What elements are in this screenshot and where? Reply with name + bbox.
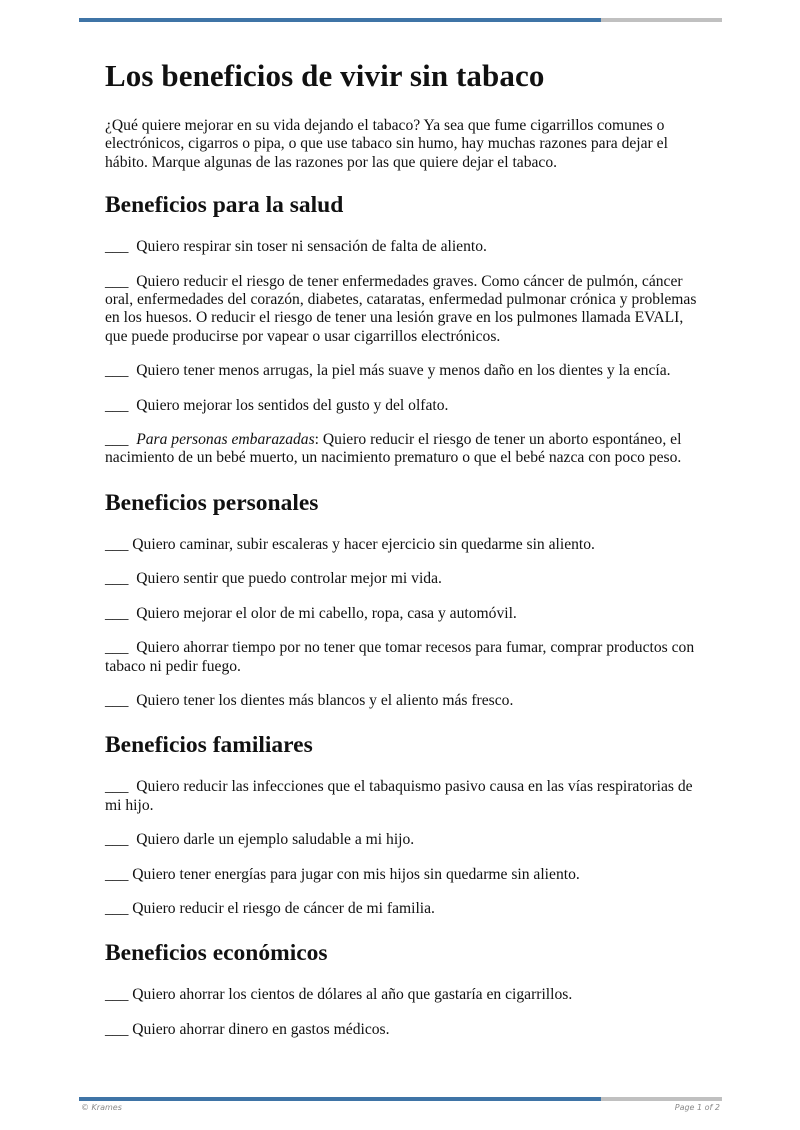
item-emphasis: Para personas embarazadas [136,431,315,449]
checkbox-blank[interactable]: ___ [105,831,129,849]
checkbox-blank[interactable]: ___ [105,535,129,553]
item-text: Quiero ahorrar tiempo por no tener que tomar recesos para fumar, comprar productos con tabaco ni pedir fuego. [105,639,695,675]
checklist-item [105,900,705,918]
checklist-item [105,692,705,710]
checklist-item [105,986,705,1004]
item-text: Quiero caminar, subir escaleras y hacer ejercicio sin quedarme sin aliento. [132,535,595,553]
checkbox-blank[interactable]: ___ [105,865,129,883]
page-number: Page 1 of 2 [674,1103,720,1112]
footer-rule-track [601,1097,722,1101]
footer-rule-accent [79,1097,601,1101]
checklist-item [105,570,705,588]
item-text: Quiero tener los dientes más blancos y el aliento más fresco. [136,691,514,709]
checkbox-blank[interactable]: ___ [105,431,129,449]
item-text: Quiero respirar sin toser ni sensación de falta de aliento. [136,238,487,256]
item-text: Quiero sentir que puedo controlar mejor mi vida. [136,570,442,588]
checklist-item [105,536,705,554]
checklist-item [105,1021,705,1039]
section-heading: Beneficios familiares [105,732,313,759]
checkbox-blank[interactable]: ___ [105,986,129,1004]
item-text: : Quiero reducir el riesgo de tener un aborto espontáneo, el nacimiento de un bebé muerto, un nacimiento prematuro o que el bebé nazca con poco peso. [105,431,682,467]
checklist-item [105,866,705,884]
checklist-item [105,362,705,380]
checkbox-blank[interactable]: ___ [105,238,129,256]
item-text: Quiero reducir el riesgo de tener enfermedades graves. Como cáncer de pulmón, cáncer oral, enfermedades del corazón, diabetes, cataratas, enfermedad pulmonar crónica y problemas en los huesos. O reducir el riesgo de tener una lesión grave en los pulmones llamada EVALI, que puede producirse por vapear o usar cigarrillos electrónicos. [105,272,697,345]
section-heading: Beneficios para la salud [105,192,344,219]
checklist-item [105,431,705,468]
checkbox-blank[interactable]: ___ [105,639,129,657]
checklist-item [105,238,705,256]
item-text: Quiero reducir las infecciones que el tabaquismo pasivo causa en las vías respiratorias de mi hijo. [105,778,693,814]
item-text: Quiero tener energías para jugar con mis hijos sin quedarme sin aliento. [132,865,580,883]
checkbox-blank[interactable]: ___ [105,396,129,414]
checkbox-blank[interactable]: ___ [105,1020,129,1038]
section-heading: Beneficios económicos [105,940,328,967]
checklist-item [105,605,705,623]
header-rule [79,18,722,22]
header-rule-accent [79,18,601,22]
section-heading: Beneficios personales [105,489,319,516]
item-text: Quiero mejorar los sentidos del gusto y del olfato. [136,396,449,414]
section-health [105,190,705,468]
footer-rule [79,1097,722,1101]
checklist-item [105,639,705,676]
checklist-item [105,778,705,815]
page-title: Los beneficios de vivir sin tabaco [105,58,545,93]
section-economic [105,938,705,1039]
checkbox-blank[interactable]: ___ [105,570,129,588]
item-text: Quiero tener menos arrugas, la piel más suave y menos daño en los dientes y la encía. [136,362,671,380]
checkbox-blank[interactable]: ___ [105,778,129,796]
section-family [105,730,705,918]
document-body [105,54,705,1055]
checkbox-blank[interactable]: ___ [105,899,129,917]
header-rule-track [601,18,722,22]
checkbox-blank[interactable]: ___ [105,272,129,290]
checkbox-blank[interactable]: ___ [105,691,129,709]
item-text: Quiero mejorar el olor de mi cabello, ropa, casa y automóvil. [136,604,517,622]
checkbox-blank[interactable]: ___ [105,604,129,622]
checklist-item [105,397,705,415]
intro-paragraph: ¿Qué quiere mejorar en su vida dejando el tabaco? Ya sea que fume cigarrillos comunes o electrónicos, cigarros o pipa, o que use tabaco sin humo, hay muchas razones para dejar el hábito. Marque algunas de las razones por las que quiere dejar el tabaco. [105,117,668,171]
checklist-item [105,273,705,347]
item-text: Quiero ahorrar dinero en gastos médicos. [132,1020,390,1038]
item-text: Quiero reducir el riesgo de cáncer de mi familia. [132,899,435,917]
copyright-notice: © Krames [81,1103,122,1112]
item-text: Quiero ahorrar los cientos de dólares al año que gastaría en cigarrillos. [132,986,573,1004]
checklist-item [105,831,705,849]
item-text: Quiero darle un ejemplo saludable a mi hijo. [136,831,415,849]
section-personal [105,488,705,710]
checkbox-blank[interactable]: ___ [105,362,129,380]
